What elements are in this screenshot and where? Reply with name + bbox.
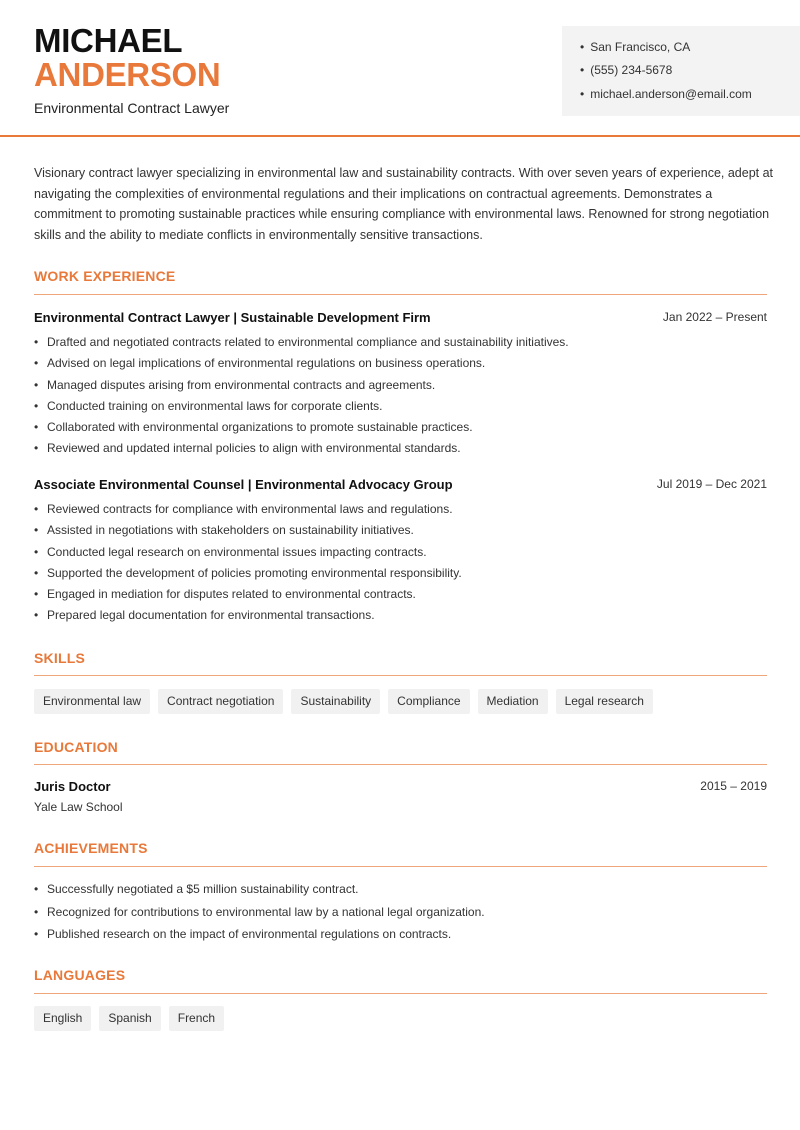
- languages-title: LANGUAGES: [34, 967, 126, 983]
- language-chip: French: [169, 1006, 224, 1031]
- job-bullets: [34, 332, 767, 460]
- list-item: • Assisted in negotiations with stakeholders on sustainability initiatives.: [34, 520, 767, 541]
- list-item: • Successfully negotiated a $5 million sustainability contract.: [34, 878, 767, 901]
- first-name: MICHAEL: [34, 22, 183, 59]
- job-heading: Associate Environmental Counsel | Environmental Advocacy Group: [34, 477, 453, 492]
- achievements-list: [34, 878, 767, 946]
- contact-phone: • (555) 234-5678: [580, 63, 672, 77]
- skills-title: SKILLS: [34, 650, 85, 666]
- list-item: • Managed disputes arising from environmental contracts and agreements.: [34, 375, 767, 396]
- education-title: EDUCATION: [34, 739, 118, 755]
- job-title: Environmental Contract Lawyer: [34, 100, 230, 116]
- resume-header: [0, 0, 800, 137]
- language-chip: English: [34, 1006, 91, 1031]
- contact-location: • San Francisco, CA: [580, 40, 690, 54]
- list-item: • Reviewed and updated internal policies to align with environmental standards.: [34, 438, 767, 459]
- list-item: • Advised on legal implications of environmental regulations on business operations.: [34, 353, 767, 374]
- achievements-title: ACHIEVEMENTS: [34, 840, 148, 856]
- list-item: • Drafted and negotiated contracts related to environmental compliance and sustainability initiatives.: [34, 332, 767, 353]
- skill-chip: Legal research: [556, 689, 653, 714]
- list-item: • Supported the development of policies promoting environmental responsibility.: [34, 563, 767, 584]
- skill-chip: Contract negotiation: [158, 689, 283, 714]
- education-degree: Juris Doctor: [34, 779, 111, 794]
- list-item: • Conducted training on environmental laws for corporate clients.: [34, 396, 767, 417]
- skill-chip: Environmental law: [34, 689, 150, 714]
- list-item: • Recognized for contributions to environmental law by a national legal organization.: [34, 901, 767, 924]
- skill-chip: Mediation: [478, 689, 548, 714]
- list-item: • Prepared legal documentation for environmental transactions.: [34, 605, 767, 626]
- skill-chip: Sustainability: [291, 689, 380, 714]
- job-heading: Environmental Contract Lawyer | Sustainable Development Firm: [34, 310, 431, 325]
- summary: Visionary contract lawyer specializing in environmental law and sustainability contracts. With over seven years of experience, adept at navigating the complexities of environmental regulations and their implications on contractual agreements. Demonstrates a commitment to promoting sustainable practices while ensuring compliance with environmental laws. Renowned for strong negotiation skills and the ability to mediate conflicts in environmentally sensitive transactions.: [34, 166, 774, 242]
- job-dates: Jan 2022 – Present: [662, 310, 767, 324]
- languages-divider: [34, 993, 767, 994]
- contact-email: • michael.anderson@email.com: [580, 87, 752, 101]
- achievements-divider: [34, 866, 767, 867]
- list-item: • Published research on the impact of environmental regulations on contracts.: [34, 923, 767, 946]
- list-item: • Engaged in mediation for disputes related to environmental contracts.: [34, 584, 767, 605]
- languages-list: [34, 1006, 224, 1031]
- job-bullets: [34, 499, 767, 627]
- skills-list: [34, 689, 653, 714]
- language-chip: Spanish: [99, 1006, 160, 1031]
- list-item: • Conducted legal research on environmental issues impacting contracts.: [34, 542, 767, 563]
- list-item: • Reviewed contracts for compliance with environmental laws and regulations.: [34, 499, 767, 520]
- skills-divider: [34, 675, 767, 676]
- work-experience-title: WORK EXPERIENCE: [34, 268, 176, 284]
- education-divider: [34, 764, 767, 765]
- skill-chip: Compliance: [388, 689, 469, 714]
- education-school: Yale Law School: [34, 800, 123, 814]
- education-dates: 2015 – 2019: [700, 779, 767, 793]
- job-dates: Jul 2019 – Dec 2021: [656, 477, 767, 491]
- list-item: • Collaborated with environmental organizations to promote sustainable practices.: [34, 417, 767, 438]
- last-name: ANDERSON: [34, 56, 221, 93]
- contact-box: [562, 26, 800, 116]
- work-experience-divider: [34, 294, 767, 295]
